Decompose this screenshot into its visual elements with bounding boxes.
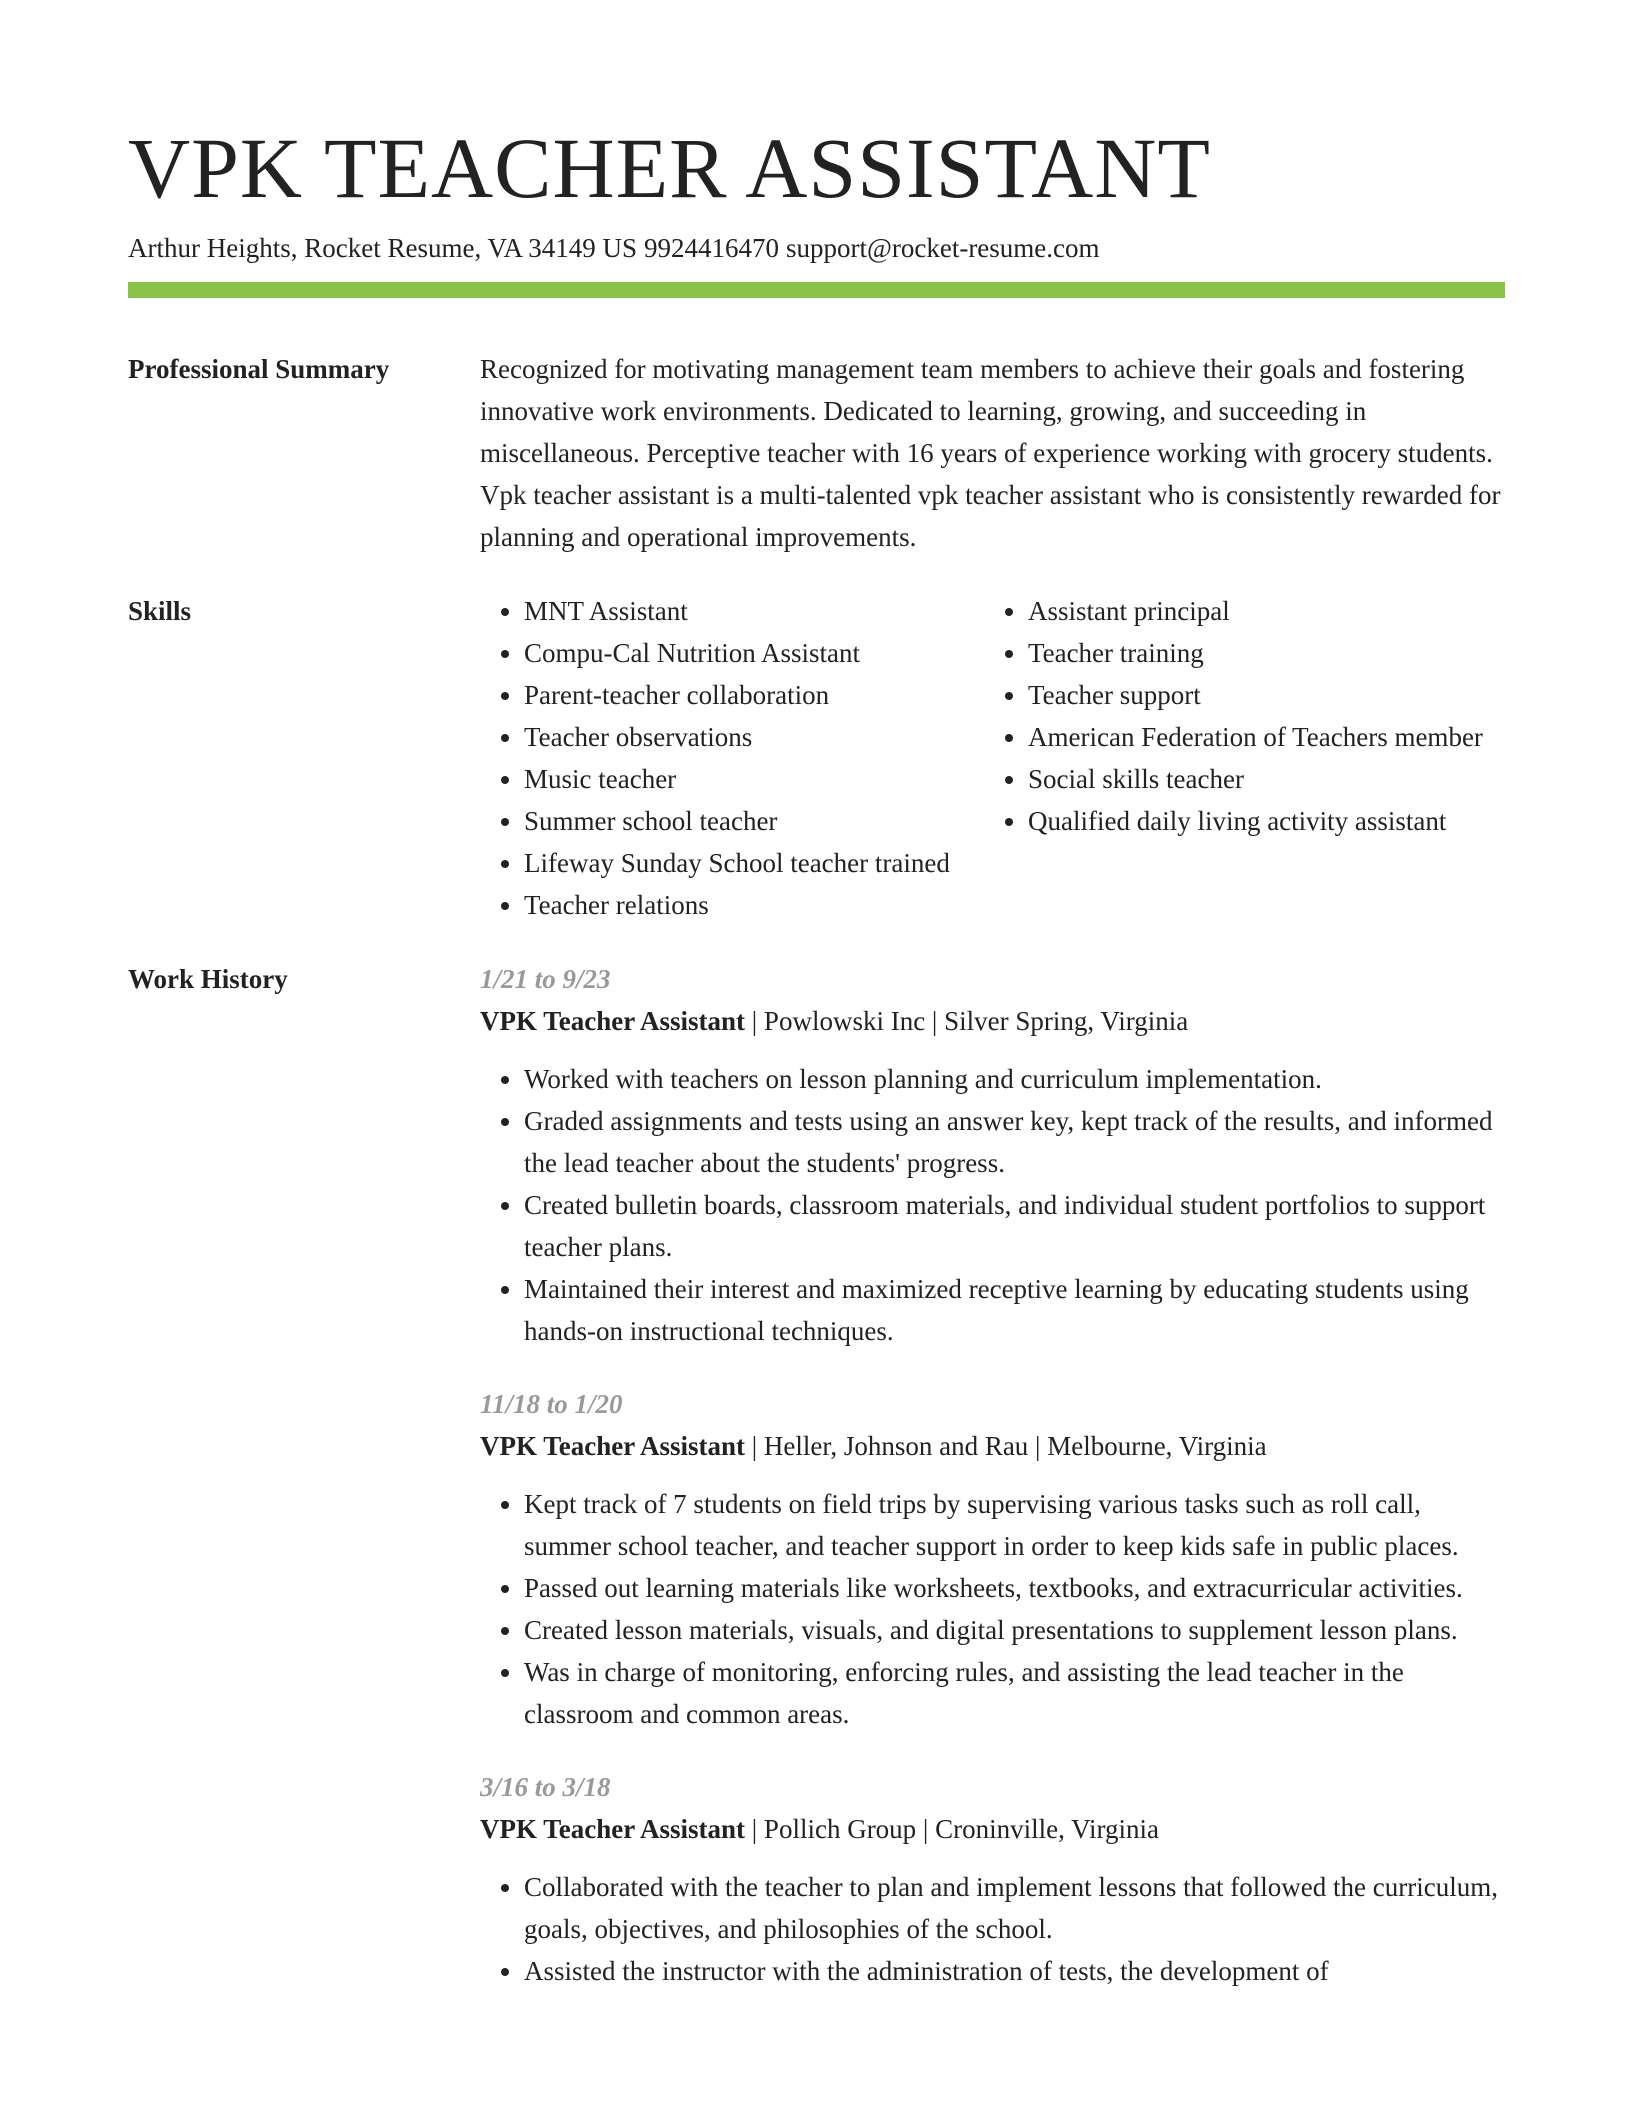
- job-dates: 3/16 to 3/18: [480, 1772, 611, 1802]
- skill-item: • Summer school teacher: [524, 800, 984, 842]
- skill-item: • MNT Assistant: [524, 590, 984, 632]
- job-details: | Powlowski Inc | Silver Spring, Virginia: [745, 1006, 1189, 1036]
- job-bullet: • Was in charge of monitoring, enforcing rules, and assisting the lead teacher in the classroom and common areas.: [524, 1651, 1505, 1735]
- job-bullet: • Created lesson materials, visuals, and digital presentations to supplement lesson plans.: [524, 1609, 1505, 1651]
- skill-item: • Teacher training: [1028, 632, 1505, 674]
- summary-section: [128, 348, 1505, 558]
- job-bullets: [480, 1483, 1505, 1735]
- email: support@rocket-resume.com: [786, 233, 1100, 263]
- job-title: VPK Teacher Assistant: [480, 1006, 746, 1036]
- job-entry: [480, 1766, 1505, 1992]
- header-divider: [128, 282, 1505, 298]
- job-bullet: • Maintained their interest and maximized receptive learning by educating students using hands-on instructional techniques.: [524, 1268, 1505, 1352]
- phone: 9924416470: [644, 233, 779, 263]
- job-bullet: • Assisted the instructor with the administration of tests, the development of: [524, 1950, 1505, 1992]
- job-entry: [480, 1383, 1505, 1735]
- skills-body: [480, 590, 1505, 926]
- skill-item: • Assistant principal: [1028, 590, 1505, 632]
- summary-heading: Professional Summary: [128, 354, 390, 384]
- job-details: | Pollich Group | Croninville, Virginia: [745, 1814, 1159, 1844]
- skill-item: • Teacher observations: [524, 716, 984, 758]
- contact-line: [128, 230, 1505, 266]
- job-bullet: • Worked with teachers on lesson planning and curriculum implementation.: [524, 1058, 1505, 1100]
- skills-heading: Skills: [128, 596, 192, 626]
- skill-item: • Teacher support: [1028, 674, 1505, 716]
- job-bullets: [480, 1058, 1505, 1352]
- job-bullets: [480, 1866, 1505, 1992]
- job-title-line: [480, 1808, 1505, 1850]
- job-bullet: • Kept track of 7 students on field trips by supervising various tasks such as roll call, summer school teacher, and teacher support in order to keep kids safe in public places.: [524, 1483, 1505, 1567]
- job-dates: 1/21 to 9/23: [480, 964, 611, 994]
- job-bullet: • Created bulletin boards, classroom materials, and individual student portfolios to support teacher plans.: [524, 1184, 1505, 1268]
- candidate-name: VPK TEACHER ASSISTANT: [128, 120, 1211, 216]
- skill-item: • Music teacher: [524, 758, 984, 800]
- address: Arthur Heights, Rocket Resume, VA 34149 US: [128, 233, 637, 263]
- skills-list-left: [480, 590, 984, 926]
- skill-item: • American Federation of Teachers member: [1028, 716, 1505, 758]
- skill-item: • Teacher relations: [524, 884, 984, 926]
- work-history-body: [480, 958, 1505, 2023]
- skills-list-right: [984, 590, 1505, 926]
- skill-item: • Social skills teacher: [1028, 758, 1505, 800]
- job-entry: [480, 958, 1505, 1352]
- job-title-line: [480, 1000, 1505, 1042]
- job-title: VPK Teacher Assistant: [480, 1814, 746, 1844]
- skills-section: [128, 590, 1505, 926]
- job-bullet: • Passed out learning materials like worksheets, textbooks, and extracurricular activities.: [524, 1567, 1505, 1609]
- summary-body: [480, 348, 1505, 558]
- summary-text: Recognized for motivating management team members to achieve their goals and fostering innovative work environments. Dedicated to learning, growing, and succeeding in miscellaneous. Perceptive teacher with 16 years of experience working with grocery students. Vpk teacher assistant is a multi-talented vpk teacher assistant who is consistently rewarded for planning and operational improvements.: [480, 354, 1501, 552]
- job-title: VPK Teacher Assistant: [480, 1431, 746, 1461]
- skill-item: • Lifeway Sunday School teacher trained: [524, 842, 984, 884]
- job-bullet: • Graded assignments and tests using an answer key, kept track of the results, and informed the lead teacher about the students' progress.: [524, 1100, 1505, 1184]
- skill-item: • Qualified daily living activity assistant: [1028, 800, 1505, 842]
- job-dates: 11/18 to 1/20: [480, 1389, 623, 1419]
- work-history-section: [128, 958, 1505, 2023]
- job-bullet: • Collaborated with the teacher to plan and implement lessons that followed the curriculum, goals, objectives, and philosophies of the school.: [524, 1866, 1505, 1950]
- skill-item: • Parent-teacher collaboration: [524, 674, 984, 716]
- job-title-line: [480, 1425, 1505, 1467]
- work-history-heading: Work History: [128, 964, 288, 994]
- skill-item: • Compu-Cal Nutrition Assistant: [524, 632, 984, 674]
- job-details: | Heller, Johnson and Rau | Melbourne, Virginia: [745, 1431, 1267, 1461]
- skills-columns: [480, 590, 1505, 926]
- resume-page: [128, 0, 1505, 2023]
